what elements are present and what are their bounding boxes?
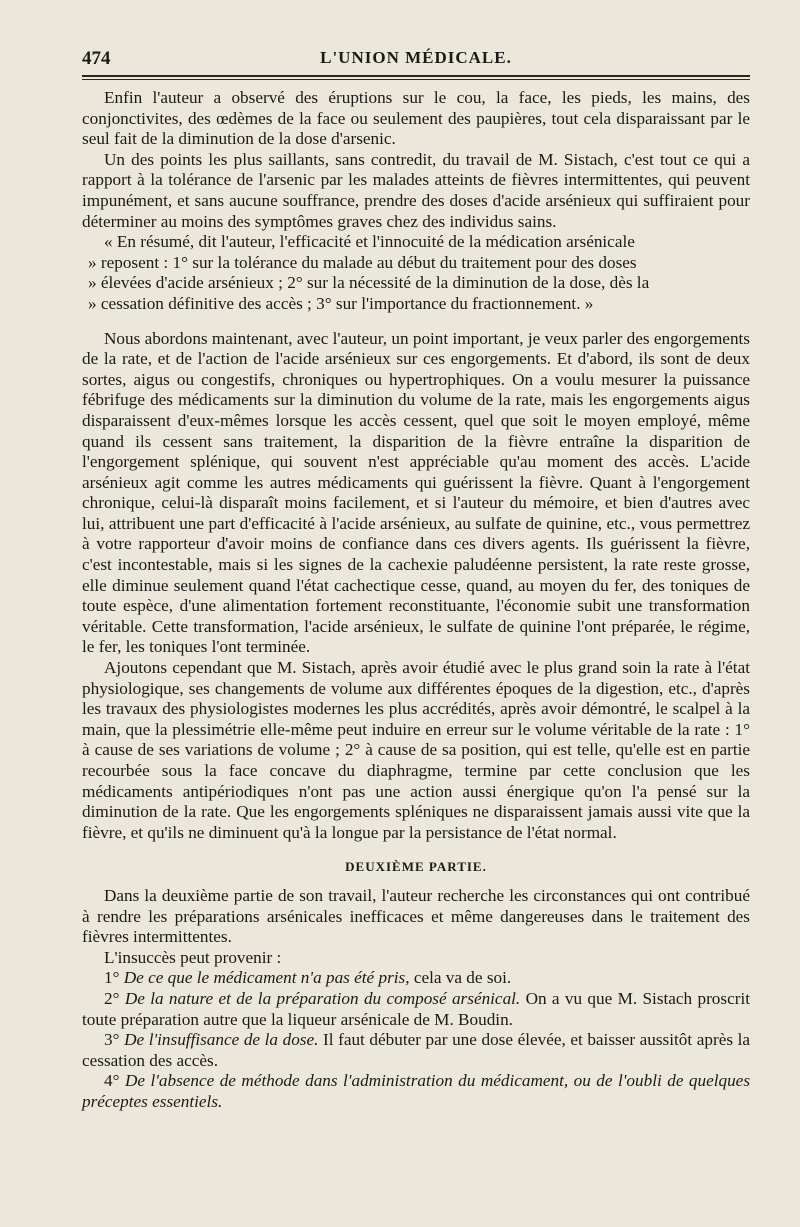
item-italic: De l'insuffisance de la dose. [124,1030,319,1050]
body-text [82,88,750,1113]
list-item [82,968,750,989]
quote-line: « En résumé, dit l'auteur, l'efficacité et l'innocuité de la médication arsénicale [104,232,635,252]
quote-line: » élevées d'acide arsénieux ; 2° sur la nécessité de la diminution de la dose, dès la [88,273,650,293]
paragraph: Un des points les plus saillants, sans contredit, du travail de M. Sistach, c'est tout ce qui a rapport à la tolérance de l'arsenic par les malades atteints de fièvres intermittentes, qui peuvent impunément, et sans aucune souffrance, prendre des doses d'acide arsénieux qui suffiraient pour déterminer au moins des symptômes graves chez des individus sains. [82,149,750,231]
item-number: 3° [104,1030,120,1050]
item-italic: De ce que le médicament n'a pas été pris, [123,968,410,988]
item-italic: De la nature et de la préparation du composé arsénical. [124,988,521,1008]
page-header [82,44,750,74]
paragraph: Nous abordons maintenant, avec l'auteur, un point important, je veux parler des engorgements de la rate, et de l'action de l'acide arsénieux sur ces engorgements. Et d'abord, ils sont de deux sortes, aigus ou congestifs, chroniques ou hypertrophiques. On a voulu mesurer la puissance fébrifuge des médicaments sur la diminution du volume de la rate, mais les engorgements aigus disparaissent d'eux-mêmes lorsque les accès cessent, quel que soit le moyen employé, même quand ils cessent sans traitement, la disparition de la fièvre entraîne la disparition de l'engorgement splénique, qui souvent n'est appréciable qu'au moment des accès. L'acide arsénieux agit comme les autres médicaments qui guérissent la fièvre. Quant à l'engorgement chronique, celui-là disparaît moins facilement, et si l'auteur du mémoire, et bien d'autres avec lui, attribuent une part d'efficacité à l'acide arsénieux, au sulfate de quinine, etc., vous permettrez à votre rapporteur d'avoir moins de confiance dans ces divers agents. Ils guérissent la fièvre, c'est incontestable, mais si les signes de la cachexie paludéenne persistent, la rate reste grosse, elle diminue seulement quand l'état cachectique cesse, quand, au moyen du fer, des toniques de toute espèce, d'une alimentation fortement reconstituante, l'économie subit une transformation véritable. Cette transformation, l'acide arsénieux, le sulfate de quinine l'ont préparée, le régime, le fer, les toniques l'ont terminée. [82,328,750,657]
paragraph: L'insuccès peut provenir : [104,947,282,967]
quote-line: » cessation définitive des accès ; 3° sur l'importance du fractionnement. » [88,293,594,313]
list-item [82,1030,750,1071]
quotation [82,232,750,314]
paragraph: Ajoutons cependant que M. Sistach, après avoir étudié avec le plus grand soin la rate à l'état physiologique, ses changements de volume aux différentes époques de la digestion, etc., d'après les travaux des physiologistes modernes les plus accrédités, après avoir démontré, le scalpel à la main, que la plessimétrie elle-même peut induire en erreur sur le volume véritable de la rate : 1° à cause de ses variations de volume ; 2° à cause de sa position, qui est telle, qu'elle est en partie recourbée sous la face concave du diaphragme, termine par cette conclusion que les médicaments antipériodiques n'ont pas une action aussi énergique qu'on l'a pensé sur la diminution de la rate. Que les engorgements spléniques ne disparaissent jamais aussi vite que la fièvre, et qu'ils ne diminuent qu'à la longue par la persistance de l'état normal. [82,658,750,842]
quote-line: » reposent : 1° sur la tolérance du malade au début du traitement pour des doses [88,252,637,272]
item-number: 4° [104,1071,120,1091]
item-number: 2° [104,988,120,1008]
header-rule [82,75,750,77]
item-italic: De l'absence de méthode dans l'administration du médicament, ou de l'oubli de quelques préceptes essentiels. [82,1071,751,1111]
journal-title: L'UNION MÉDICALE. [320,48,512,67]
list-item [82,1071,750,1112]
page-number: 474 [82,48,111,69]
item-text: Il faut débuter par une dose élevée, et baisser aussitôt après la cessation des accès. [82,1030,751,1070]
item-text: cela va de soi. [409,968,512,988]
list-item [82,989,750,1030]
header-rule-thin [82,79,750,80]
item-text: On a vu que M. Sistach proscrit toute préparation autre que la liqueur arsénicale de M. Boudin. [82,988,750,1029]
item-number: 1° [104,968,120,988]
paragraph: Dans la deuxième partie de son travail, l'auteur recherche les circonstances qui ont contribué à rendre les préparations arsénicales inefficaces et même dangereuses dans le traitement des fièvres intermittentes. [82,885,750,947]
section-heading: DEUXIÈME PARTIE. [345,859,487,875]
paragraph: Enfin l'auteur a observé des éruptions sur le cou, la face, les pieds, les mains, des conjonctivites, des œdèmes de la face ou seulement des paupières, tout cela disparaissant par le seul fait de la diminution de la dose d'arsenic. [82,88,750,149]
